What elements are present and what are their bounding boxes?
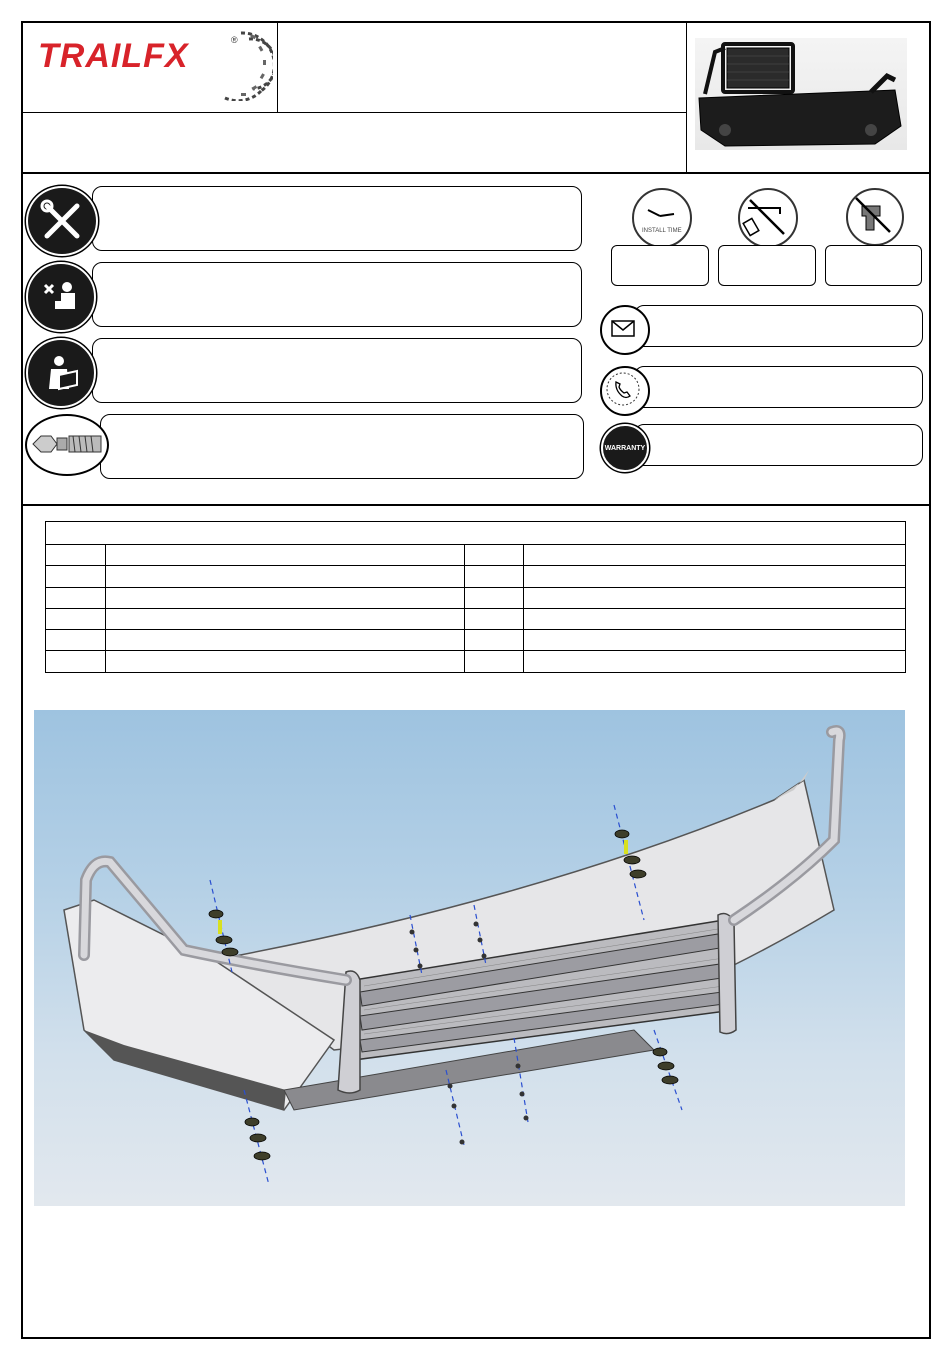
table-row bbox=[46, 630, 906, 651]
photo-divider bbox=[686, 21, 687, 173]
header-divider bbox=[21, 112, 687, 113]
bolt-hardware-icon bbox=[25, 414, 109, 476]
parts-table bbox=[45, 521, 906, 673]
technician-box bbox=[92, 262, 582, 327]
bumper-exploded-view bbox=[34, 710, 905, 1206]
toll-free-phone-icon bbox=[600, 366, 650, 416]
hardware-box bbox=[100, 414, 584, 479]
no-cutting-icon bbox=[738, 188, 798, 248]
assembly-diagram bbox=[34, 710, 905, 1206]
warranty-box bbox=[634, 424, 923, 466]
product-photo bbox=[695, 38, 907, 150]
warranty-label: WARRANTY bbox=[604, 444, 646, 452]
technician-icon bbox=[26, 262, 96, 332]
table-row bbox=[46, 651, 906, 672]
header-bottom-rule bbox=[21, 172, 931, 174]
table-row bbox=[46, 545, 906, 566]
phone-box bbox=[634, 366, 923, 408]
email-box bbox=[634, 305, 923, 347]
install-time-clock-icon bbox=[632, 188, 692, 248]
manual-box bbox=[92, 338, 582, 403]
cutting-box bbox=[718, 245, 816, 286]
manual-reading-icon bbox=[26, 338, 96, 408]
install-time-box bbox=[611, 245, 709, 286]
registered-mark: ® bbox=[231, 35, 238, 45]
table-row bbox=[46, 566, 906, 587]
bumper-photo bbox=[695, 38, 907, 150]
no-drilling-icon bbox=[846, 188, 904, 246]
drilling-box bbox=[825, 245, 922, 286]
warranty-icon bbox=[601, 424, 649, 472]
table-row bbox=[46, 587, 906, 608]
install-time-label: INSTALL TIME bbox=[642, 228, 682, 234]
icons-bottom-rule bbox=[21, 504, 931, 506]
trailfx-logo bbox=[28, 27, 273, 105]
tools-icon bbox=[26, 186, 98, 256]
tire-tread-icon bbox=[203, 29, 273, 101]
email-icon bbox=[600, 305, 650, 355]
table-row bbox=[46, 608, 906, 629]
table-header-cell bbox=[46, 522, 906, 545]
logo-text: TRAILFX bbox=[38, 37, 189, 75]
logo-divider bbox=[277, 21, 278, 113]
tools-required-box bbox=[92, 186, 582, 251]
table-header-row bbox=[46, 522, 906, 545]
